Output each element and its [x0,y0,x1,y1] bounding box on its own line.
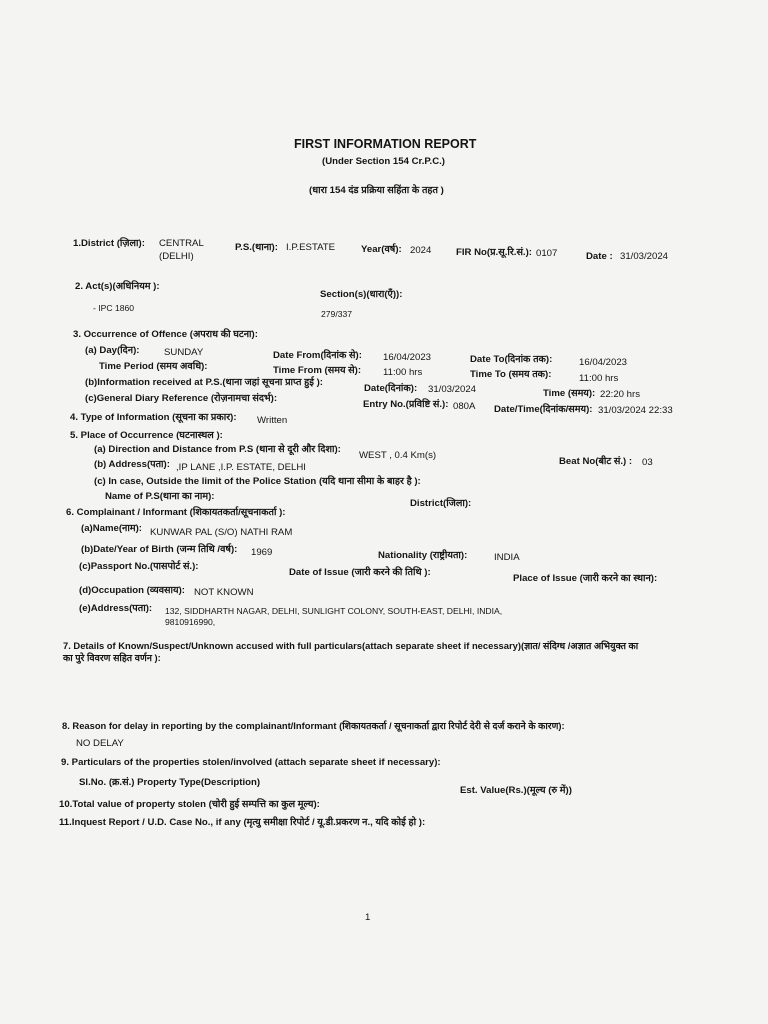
passport-label: (c)Passport No.(पासपोर्ट सं.): [79,561,199,572]
day-label: (a) Day(दिन): [85,345,140,356]
complainant-phone-value: 9810916990, [165,617,216,627]
direction-label: (a) Direction and Distance from P.S (थाना से दूरी और दिशा): [94,444,341,455]
inquest-label: 11.Inquest Report / U.D. Case No., if any (मृत्यु समीक्षा रिपोर्ट / यू.डी.प्रकरण न., यदि कोई हो ): [59,817,426,828]
day-value: SUNDAY [164,347,204,358]
total-value-label: 10.Total value of property stolen (चोरी हुई सम्पत्ति का कुल मूल्य): [59,799,320,810]
complainant-name-label: (a)Name(नाम): [81,523,142,534]
delay-reason-label: 8. Reason for delay in reporting by the complainant/Informant (शिकायतकर्ता / सूचनाकर्ता द्वारा रिपोर्ट देरी से दर्ज कराने के कारण): [62,720,565,731]
delay-reason-value: NO DELAY [76,738,124,749]
properties-label: 9. Particulars of the properties stolen/involved (attach separate sheet if necessary): [61,757,441,768]
time-to-value: 11:00 hrs [579,373,619,384]
acts-label: 2. Act(s)(अधिनियम ): [75,281,160,292]
info-date-label: Date(दिनांक): [364,383,418,394]
district-label: 1.District (ज़िला): [73,238,145,249]
info-type-label: 4. Type of Information (सूचना का प्रकार): [70,412,237,423]
issue-date-label: Date of Issue (जारी करने की तिथि ): [289,567,431,578]
nationality-value: INDIA [494,552,520,563]
dob-value: 1969 [251,547,273,558]
properties-col-slno: Sl.No. (क्र.सं.) Property Type(Description) [79,777,261,788]
info-received-label: (b)Information received at P.S.(थाना जहां सूचना प्राप्त हुई ): [85,377,323,388]
occupation-value: NOT KNOWN [194,587,254,598]
accused-details-label: 7. Details of Known/Suspect/Unknown accused with full particulars(attach separate sheet if necessary)(ज्ञात/ संदिग्ध /अज्ञात अभियुक्त का [63,640,639,651]
dob-label: (b)Date/Year of Birth (जन्म तिथि /वर्ष): [81,544,238,555]
year-value: 2024 [410,245,432,256]
outside-district-label: District(जिला): [410,498,472,509]
beat-value: 03 [642,457,653,468]
complainant-name-value: KUNWAR PAL (S/O) NATHI RAM [150,527,293,538]
ps-label: P.S.(थाना): [235,242,278,253]
date-to-value: 16/04/2023 [579,357,628,368]
info-type-value: Written [257,415,288,426]
ps-value: I.P.ESTATE [286,242,336,253]
direction-value: WEST , 0.4 Km(s) [359,450,437,461]
document-subtitle-hindi: (धारा 154 दंड प्रक्रिया सहिंता के तहत ) [309,185,444,196]
issue-place-label: Place of Issue (जारी करने का स्थान): [513,573,658,584]
time-to-label: Time To (समय तक): [470,369,552,380]
date-value: 31/03/2024 [620,251,669,262]
info-date-value: 31/03/2024 [428,384,477,395]
time-from-label: Time From (समय से): [273,365,362,376]
time-from-value: 11:00 hrs [383,367,423,378]
beat-label: Beat No(बीट सं.) : [559,456,633,467]
sections-label: Section(s)(धारा(एँ)): [320,289,403,300]
outside-limit-label: (c) In case, Outside the limit of the Police Station (यदि थाना सीमा के बाहर है ): [94,476,421,487]
complainant-heading: 6. Complainant / Informant (शिकायतकर्ता/सूचनाकर्ता ): [66,507,286,518]
fir-no-value: 0107 [536,248,558,259]
occurrence-heading: 3. Occurrence of Offence (अपराध की घटना): [73,329,258,340]
fir-no-label: FIR No(प्र.सू.रि.सं.): [456,247,532,258]
accused-details-label-2: का पुरे विवरण सहित वर्णन ): [63,652,161,663]
year-label: Year(वर्ष): [361,244,402,255]
district-value-2: (DELHI) [159,251,194,262]
place-address-label: (b) Address(पता): [94,459,170,470]
time-period-label: Time Period (समय अवधि): [99,361,208,372]
ps-name-label: Name of P.S(थाना का नाम): [105,491,215,502]
gd-datetime-label: Date/Time(दिनांक/समय): [494,404,593,415]
info-time-value: 22:20 hrs [600,389,641,400]
date-from-label: Date From(दिनांक से): [273,350,362,361]
gd-datetime-value: 31/03/2024 22:33 [598,405,673,416]
complainant-address-label: (e)Address(पता): [79,603,153,614]
entry-no-label: Entry No.(प्रविष्टि सं.): [363,399,449,410]
occupation-label: (d)Occupation (व्यवसाय): [79,585,185,596]
properties-col-value: Est. Value(Rs.)(मूल्य (रु में)) [460,785,572,796]
gd-reference-label: (c)General Diary Reference (रोज़नामचा संदर्भ): [85,393,278,404]
info-time-label: Time (समय): [543,388,596,399]
sections-value: 279/337 [321,309,353,319]
district-value: CENTRAL [159,238,204,249]
date-from-value: 16/04/2023 [383,352,432,363]
date-label: Date : [586,251,613,262]
entry-no-value: 080A [453,401,476,412]
complainant-address-value: 132, SIDDHARTH NAGAR, DELHI, SUNLIGHT COLONY, SOUTH-EAST, DELHI, INDIA, [165,606,503,616]
document-subtitle: (Under Section 154 Cr.P.C.) [322,156,445,167]
nationality-label: Nationality (राष्ट्रीयता): [378,550,468,561]
date-to-label: Date To(दिनांक तक): [470,354,553,365]
acts-value: - IPC 1860 [93,303,135,313]
document-title: FIRST INFORMATION REPORT [294,137,477,151]
page-number: 1 [365,912,371,923]
place-address-value: ,IP LANE ,I.P. ESTATE, DELHI [176,462,306,473]
place-heading: 5. Place of Occurrence (घटनास्थल ): [70,430,223,441]
